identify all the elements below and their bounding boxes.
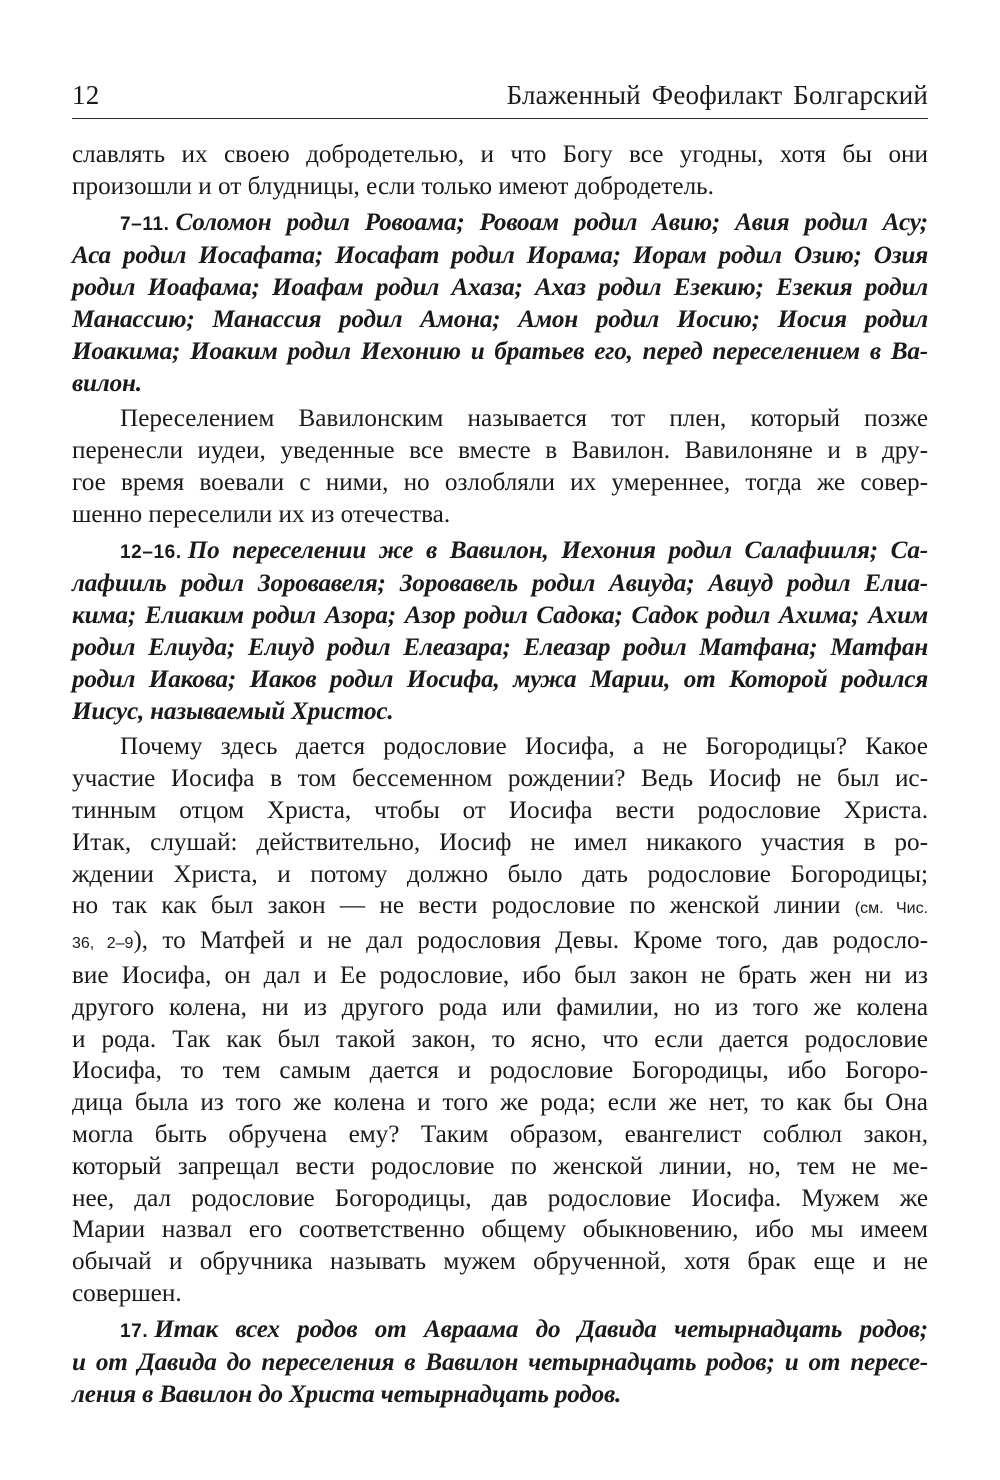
text-line: родил Иоафама; Иоафам родил Ахаза; Ахаз родил Езекию; Езекия родил — [72, 274, 928, 302]
text-line: Переселением Вавилонским называется тот плен, который позже — [120, 405, 928, 433]
text-line: Марии назвал его соответственно общему обыкновению, ибо мы имеем — [72, 1216, 928, 1244]
text-line: который запрещал вести родословие по женской линии, но, тем не ме- — [72, 1152, 928, 1180]
text-line: участие Иосифа в том бессеменном рождении? Ведь Иосиф не был ис- — [72, 765, 928, 793]
scripture-reference: 36, 2–9 — [72, 935, 134, 953]
text-line: Почему здесь дается родословие Иосифа, а не Богородицы? Какое — [120, 733, 928, 761]
text-line: лафииль родил Зоровавеля; Зоровавель родил Авиуда; Авиуд родил Елиа- — [72, 570, 928, 598]
text-line: славлять их своею добродетелью, и что Богу все угодны, хотя бы они — [72, 141, 928, 168]
text-line: тинным отцом Христа, чтобы от Иосифа вести родословие Христа. — [72, 796, 928, 824]
text-line: родил Елиуда; Елиуд родил Елеазара; Елеазар родил Матфана; Матфан — [72, 633, 928, 661]
text-line: Итак, слушай: действительно, Иосиф не имел никакого участия в ро- — [72, 828, 928, 856]
text-segment: но так как был закон — не вести родословие по женской линии — [72, 892, 841, 920]
scripture-reference: (см. Чис. — [854, 900, 929, 918]
text-line: шенно переселили их из отечества. — [72, 500, 451, 528]
text-line — [72, 1314, 928, 1348]
text-line: нее, дал родословие Богородицы, дав родословие Иосифа. Мужем же — [72, 1184, 928, 1212]
text-line: могла быть обручена ему? Таким образом, евангелист соблюл закон, — [72, 1120, 928, 1148]
text-line — [72, 890, 928, 925]
page-number: 12 — [72, 80, 100, 110]
text-line: ления в Вавилон до Христа четырнадцать родов. — [72, 1381, 622, 1409]
text-line: другого колена, ни из другого рода или фамилии, но из того же колена — [72, 993, 928, 1021]
verse-number: 17. — [120, 1320, 149, 1342]
text-line: перенесли иудеи, уведенные все вместе в Вавилон. Вавилоняне и в дру- — [72, 437, 928, 465]
text-line: гое время воевали с ними, но озлобляли их умереннее, тогда же совер- — [72, 468, 928, 496]
text-line: вилон. — [72, 369, 142, 397]
verse-number: 7–11. — [120, 213, 170, 235]
book-page — [72, 78, 928, 1411]
verse-paragraph — [72, 207, 928, 400]
text-line: Манассию; Манассия родил Амона; Амон родил Иосию; Иосия родил — [72, 305, 928, 333]
text-line: Иисус, называемый Христос. — [72, 697, 394, 725]
text-line — [72, 535, 928, 569]
commentary-paragraph — [72, 403, 928, 530]
text-line — [72, 207, 928, 241]
running-title: Блаженный Феофилакт Болгарский — [506, 80, 928, 110]
text-line: обычай и обручника называть мужем обрученной, хотя брак еще и не — [72, 1248, 928, 1276]
text-line — [72, 925, 928, 960]
verse-text: По переселении же в Вавилон, Иехония родил Салафииля; Са- — [187, 536, 928, 564]
verse-text: Соломон родил Ровоама; Ровоам родил Авию; Авия родил Асу; — [175, 208, 928, 236]
page-body — [72, 139, 928, 1411]
verse-text: Итак всех родов от Авраама до Давида четырнадцать родов; — [154, 1315, 928, 1343]
text-line: вие Иосифа, он дал и Ее родословие, ибо был закон не брать жен ни из — [72, 961, 928, 989]
text-line: Иоакима; Иоаким родил Иехонию и братьев его, перед переселением в Ва- — [72, 337, 928, 365]
text-line: Иосифа, то тем самым дается и родословие Богородицы, ибо Богоро- — [72, 1057, 928, 1085]
text-line: ждении Христа, и потому должно было дать родословие Богородицы; — [72, 860, 928, 888]
text-line: и от Давида до переселения в Вавилон четырнадцать родов; и от пересе- — [72, 1349, 928, 1377]
commentary-paragraph — [72, 731, 928, 1309]
text-segment: ), то Матфей и не дал родословия Девы. Кроме того, дав родосло- — [133, 927, 928, 955]
text-line: родил Иакова; Иаков родил Иосифа, мужа Марии, от Которой родился — [72, 665, 928, 693]
text-line: произошли и от блудницы, если только имеют добродетель. — [72, 172, 714, 200]
verse-paragraph — [72, 535, 928, 728]
text-line: Аса родил Иосафата; Иосафат родил Иорама; Иорам родил Озию; Озия — [72, 242, 928, 270]
text-line: кима; Елиаким родил Азора; Азор родил Садока; Садок родил Ахима; Ахим — [72, 602, 928, 630]
text-line: и рода. Так как был такой закон, то ясно, что если дается родословие — [72, 1025, 928, 1053]
text-line: дица была из того же колена и того же рода; если же нет, то как бы Она — [72, 1089, 928, 1117]
verse-number: 12–16. — [120, 541, 182, 563]
verse-paragraph — [72, 1314, 928, 1411]
text-line: совершен. — [72, 1279, 182, 1307]
commentary-paragraph — [72, 139, 928, 203]
running-header — [72, 78, 928, 119]
